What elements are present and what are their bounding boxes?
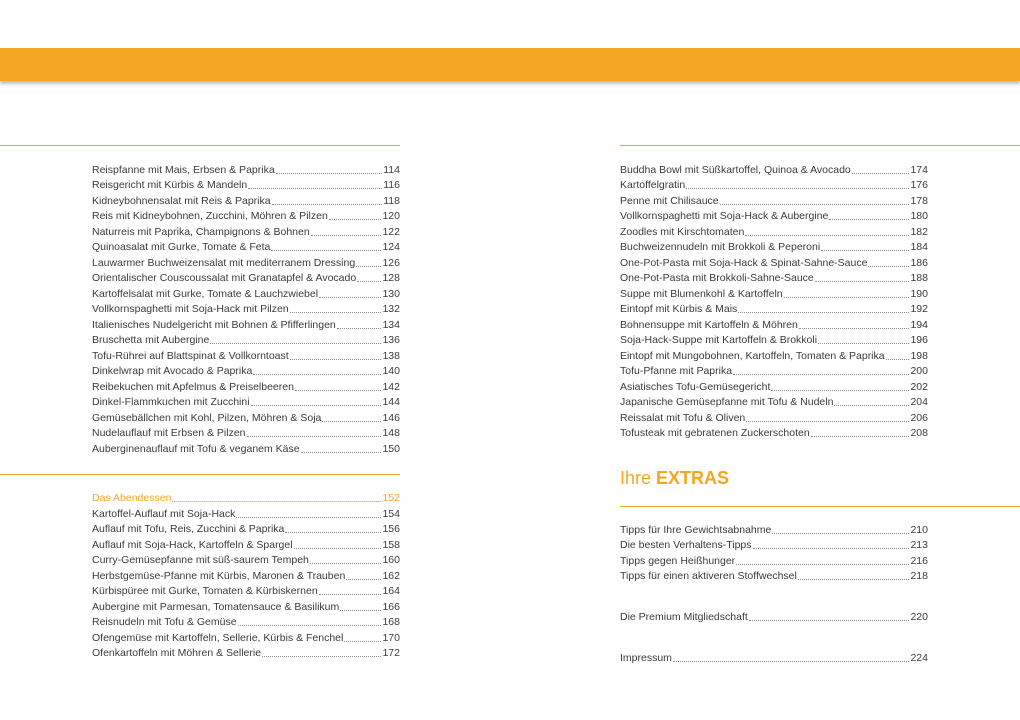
toc-entry-page: 184 <box>910 241 928 253</box>
toc-dot-leader <box>673 660 910 662</box>
toc-entry-page: 216 <box>910 554 928 567</box>
toc-entry <box>92 645 400 661</box>
toc-entry-page: 210 <box>910 523 928 536</box>
toc-entry <box>620 332 928 348</box>
toc-entry-title: One-Pot-Pasta mit Brokkoli-Sahne-Sauce <box>620 272 814 284</box>
toc-entry-title: Naturreis mit Paprika, Champignons & Bohnen <box>92 225 310 238</box>
toc-entry-page: 172 <box>382 647 400 659</box>
toc-entry-page: 150 <box>382 442 400 455</box>
header-band <box>0 48 1020 81</box>
toc-entry <box>620 285 928 301</box>
toc-entry-page: 134 <box>382 318 400 331</box>
toc-entry-title: Orientalischer Couscoussalat mit Granatapfel & Avocado <box>92 272 357 284</box>
toc-dot-leader <box>886 358 910 360</box>
toc-entry-page: 126 <box>382 256 400 269</box>
toc-entry <box>92 192 400 208</box>
toc-entry-title: Reisnudeln mit Tofu & Gemüse <box>92 616 237 628</box>
toc-dot-leader <box>340 609 381 611</box>
toc-entry <box>92 614 400 630</box>
toc-entry-title: Tipps gegen Heißhunger <box>620 554 736 567</box>
toc-entry-page: 164 <box>382 585 400 597</box>
toc-entry <box>92 629 400 645</box>
toc-dot-leader <box>253 373 381 375</box>
toc-entry-page: 208 <box>910 427 928 439</box>
toc-entry-page: 128 <box>382 272 400 284</box>
toc-entry <box>620 425 928 441</box>
toc-dot-leader <box>172 500 381 502</box>
toc-entry-page: 130 <box>382 287 400 300</box>
toc-entry-page: 114 <box>383 163 400 176</box>
toc-dot-leader <box>749 619 910 621</box>
toc-entry-page: 132 <box>382 303 400 315</box>
toc-entry-title: Kartoffelgratin <box>620 179 686 191</box>
toc-entry-page: 152 <box>382 491 400 504</box>
toc-entry-page: 198 <box>910 349 928 362</box>
toc-dot-leader <box>686 187 909 189</box>
toc-entry <box>92 598 400 614</box>
toc-entry-title: Buchweizennudeln mit Brokkoli & Peperoni <box>620 241 821 253</box>
toc-entry-title: Auflauf mit Soja-Hack, Kartoffeln & Spargel <box>92 538 293 551</box>
toc-dot-leader <box>799 327 910 329</box>
toc-dot-leader <box>356 265 381 267</box>
toc-entry <box>92 239 400 255</box>
toc-entry <box>620 239 928 255</box>
toc-entry-page: 124 <box>382 241 400 253</box>
toc-entry <box>620 521 928 537</box>
toc-dot-leader <box>290 311 382 313</box>
toc-entry <box>92 332 400 348</box>
toc-dot-leader <box>322 420 381 422</box>
toc-entry <box>92 567 400 583</box>
toc-entry-title: Aubergine mit Parmesan, Tomatensauce & Basilikum <box>92 600 340 613</box>
toc-entry <box>92 285 400 301</box>
toc-entry-title: Asiatisches Tofu-Gemüsegericht <box>620 380 771 393</box>
toc-entry <box>92 425 400 441</box>
toc-entry-title: Penne mit Chilisauce <box>620 194 719 207</box>
toc-entry <box>620 409 928 425</box>
toc-dot-leader <box>815 280 910 282</box>
toc-entry <box>620 649 928 665</box>
toc-dot-leader <box>319 296 381 298</box>
toc-entry-title: Bruschetta mit Aubergine <box>92 334 210 346</box>
toc-entry <box>92 208 400 224</box>
toc-entry <box>620 347 928 363</box>
toc-entry <box>92 363 400 379</box>
toc-entry-page: 196 <box>910 334 928 346</box>
toc-dot-leader <box>290 358 382 360</box>
toc-entry-title: Reissalat mit Tofu & Oliven <box>620 411 746 424</box>
toc-list-left-2 <box>92 505 400 660</box>
toc-dot-leader <box>821 249 909 251</box>
toc-dot-leader <box>247 435 382 437</box>
toc-list-extras <box>620 521 928 583</box>
left-top-rule <box>0 145 400 146</box>
toc-entry-title: Ofengemüse mit Kartoffeln, Sellerie, Kürbis & Fenchel <box>92 631 344 644</box>
toc-entry-title: Buddha Bowl mit Süßkartoffel, Quinoa & Avocado <box>620 163 851 176</box>
toc-dot-leader <box>818 342 909 344</box>
toc-entry <box>92 489 400 505</box>
toc-entry-title: Reis mit Kidneybohnen, Zucchini, Möhren & Pilzen <box>92 210 328 222</box>
toc-dot-leader <box>337 327 382 329</box>
toc-entry-page: 144 <box>382 396 400 408</box>
toc-dot-leader <box>868 265 909 267</box>
toc-dot-leader <box>276 172 383 174</box>
toc-dot-leader <box>294 547 382 549</box>
toc-entry-page: 174 <box>910 163 928 176</box>
toc-entry-page: 188 <box>910 272 928 284</box>
toc-entry-page: 180 <box>910 210 928 222</box>
toc-entry-page: 170 <box>382 631 400 644</box>
toc-entry <box>620 177 928 193</box>
toc-entry <box>620 608 928 624</box>
toc-dot-leader <box>295 389 382 391</box>
toc-entry-title: Japanische Gemüsepfanne mit Tofu & Nudeln <box>620 396 834 408</box>
toc-dot-leader <box>319 593 382 595</box>
toc-entry-title: Impressum <box>620 651 672 664</box>
toc-entry-page: 178 <box>910 194 928 207</box>
toc-entry-page: 218 <box>910 570 928 582</box>
toc-dot-leader <box>248 187 382 189</box>
toc-entry-page: 140 <box>382 365 400 377</box>
toc-entry <box>620 537 928 553</box>
toc-entry-title: Zoodles mit Kirschtomaten <box>620 225 745 238</box>
toc-entry-page: 176 <box>910 179 928 191</box>
toc-entry-page: 148 <box>382 427 400 439</box>
toc-entry-title: Tofu-Rührei auf Blattspinat & Vollkorntoast <box>92 349 289 362</box>
toc-dot-leader <box>357 280 381 282</box>
toc-dot-leader <box>346 578 381 580</box>
toc-entry <box>620 161 928 177</box>
toc-entry-page: 146 <box>382 411 400 424</box>
toc-entry-title: Vollkornspaghetti mit Soja-Hack mit Pilzen <box>92 303 289 315</box>
toc-entry-page: 192 <box>910 303 928 315</box>
toc-entry-title: Bohnensuppe mit Kartoffeln & Möhren <box>620 318 798 331</box>
toc-entry <box>620 568 928 584</box>
toc-dot-leader <box>251 404 382 406</box>
toc-dot-leader <box>852 172 910 174</box>
toc-entry-title: Kartoffel-Auflauf mit Soja-Hack <box>92 507 236 520</box>
toc-entry-title: Reispfanne mit Mais, Erbsen & Paprika <box>92 163 275 176</box>
toc-dot-leader <box>736 563 909 565</box>
toc-entry <box>620 363 928 379</box>
toc-entry-page: 204 <box>910 396 928 408</box>
toc-entry-title: Dinkel-Flammkuchen mit Zucchini <box>92 396 250 408</box>
toc-entry <box>92 378 400 394</box>
toc-entry-page: 158 <box>382 538 400 551</box>
toc-entry <box>92 583 400 599</box>
toc-entry <box>92 440 400 456</box>
toc-entry <box>620 208 928 224</box>
toc-entry-page: 138 <box>382 349 400 362</box>
toc-dot-leader <box>746 420 909 422</box>
toc-entry-page: 182 <box>910 225 928 238</box>
toc-entry-title: Curry-Gemüsepfanne mit süß-saurem Tempeh <box>92 554 309 566</box>
toc-entry <box>92 223 400 239</box>
toc-entry-title: Das Abendessen <box>92 491 172 504</box>
toc-dot-leader <box>784 296 910 298</box>
toc-entry-title: Suppe mit Blumenkohl & Kartoffeln <box>620 287 783 300</box>
toc-dot-leader <box>811 435 910 437</box>
toc-dot-leader <box>285 531 381 533</box>
extras-heading-light: Ihre <box>620 468 652 488</box>
toc-dot-leader <box>301 451 382 453</box>
left-middle-rule <box>0 474 400 475</box>
toc-entry <box>92 409 400 425</box>
toc-entry-page: 194 <box>910 318 928 331</box>
toc-dot-leader <box>311 234 382 236</box>
toc-entry-title: Reisgericht mit Kürbis & Mandeln <box>92 179 248 191</box>
toc-section-abendessen <box>92 489 400 505</box>
toc-entry-title: Eintopf mit Mungobohnen, Kartoffeln, Tomaten & Paprika <box>620 349 885 362</box>
toc-entry-title: Reibekuchen mit Apfelmus & Preiselbeeren <box>92 380 294 393</box>
toc-entry-title: Die Premium Mitgliedschaft <box>620 610 748 623</box>
toc-entry <box>620 254 928 270</box>
toc-entry-page: 118 <box>383 194 400 207</box>
extras-heading <box>620 468 729 489</box>
extras-rule <box>620 506 1020 507</box>
toc-entry-title: Auberginenauflauf mit Tofu & veganem Käse <box>92 442 300 455</box>
toc-list-left-1 <box>92 161 400 456</box>
toc-entry-title: Eintopf mit Kürbis & Mais <box>620 303 738 315</box>
toc-dot-leader <box>310 562 382 564</box>
toc-entry <box>92 347 400 363</box>
toc-entry <box>92 161 400 177</box>
toc-entry-page: 186 <box>910 256 928 269</box>
toc-entry-title: Nudelauflauf mit Erbsen & Pilzen <box>92 427 246 439</box>
toc-entry-title: Lauwarmer Buchweizensalat mit mediterranem Dressing <box>92 256 356 269</box>
toc-entry-page: 156 <box>382 523 400 535</box>
toc-entry-title: Italienisches Nudelgericht mit Bohnen & Pfifferlingen <box>92 318 336 331</box>
toc-entry <box>620 223 928 239</box>
extras-heading-bold: EXTRAS <box>656 468 730 488</box>
toc-dot-leader <box>720 203 910 205</box>
toc-dot-leader <box>271 249 381 251</box>
toc-entry <box>620 394 928 410</box>
toc-entry-title: Quinoasalat mit Gurke, Tomate & Feta <box>92 241 271 253</box>
toc-entry <box>92 301 400 317</box>
toc-dot-leader <box>236 516 381 518</box>
toc-dot-leader <box>798 578 910 580</box>
toc-dot-leader <box>344 640 381 642</box>
toc-dot-leader <box>272 203 383 205</box>
toc-entry <box>620 270 928 286</box>
toc-entry-page: 206 <box>910 411 928 424</box>
toc-entry <box>92 552 400 568</box>
toc-entry-page: 122 <box>382 225 400 238</box>
toc-entry-title: Kidneybohnensalat mit Reis & Paprika <box>92 194 271 207</box>
toc-entry-title: Soja-Hack-Suppe mit Kartoffeln & Brokkoli <box>620 334 818 346</box>
toc-entry-page: 190 <box>910 287 928 300</box>
toc-dot-leader <box>238 624 382 626</box>
toc-entry <box>92 270 400 286</box>
toc-entry-title: Die besten Verhaltens-Tipps <box>620 539 752 551</box>
toc-entry-title: Tipps für Ihre Gewichtsabnahme <box>620 523 772 536</box>
toc-entry-page: 154 <box>382 507 400 520</box>
toc-entry <box>92 505 400 521</box>
toc-dot-leader <box>834 404 909 406</box>
toc-entry-page: 120 <box>382 210 400 222</box>
toc-entry-title: Tofu-Pfanne mit Paprika <box>620 365 733 377</box>
toc-entry <box>92 316 400 332</box>
toc-entry <box>620 301 928 317</box>
toc-entry-title: Vollkornspaghetti mit Soja-Hack & Aubergine <box>620 210 829 222</box>
toc-premium <box>620 608 928 624</box>
toc-entry <box>92 536 400 552</box>
toc-dot-leader <box>745 234 909 236</box>
toc-entry <box>620 552 928 568</box>
toc-entry <box>92 521 400 537</box>
toc-list-right-1 <box>620 161 928 440</box>
toc-dot-leader <box>210 342 381 344</box>
toc-entry-title: Auflauf mit Tofu, Reis, Zucchini & Paprika <box>92 523 285 535</box>
toc-entry <box>92 254 400 270</box>
toc-entry-page: 213 <box>910 539 928 551</box>
toc-entry-page: 142 <box>382 380 400 393</box>
toc-entry-title: Gemüsebällchen mit Kohl, Pilzen, Möhren & Soja <box>92 411 322 424</box>
toc-entry-title: Herbstgemüse-Pfanne mit Kürbis, Maronen & Trauben <box>92 569 346 582</box>
toc-entry-title: One-Pot-Pasta mit Soja-Hack & Spinat-Sahne-Sauce <box>620 256 868 269</box>
toc-dot-leader <box>329 218 382 220</box>
toc-dot-leader <box>262 655 381 657</box>
toc-entry-title: Kürbispüree mit Gurke, Tomaten & Kürbiskernen <box>92 585 318 597</box>
toc-dot-leader <box>733 373 909 375</box>
toc-entry-page: 160 <box>382 554 400 566</box>
toc-entry-title: Tofusteak mit gebratenen Zuckerschoten <box>620 427 810 439</box>
toc-entry-title: Kartoffelsalat mit Gurke, Tomate & Lauchzwiebel <box>92 287 319 300</box>
toc-dot-leader <box>753 547 910 549</box>
toc-entry-page: 136 <box>382 334 400 346</box>
toc-dot-leader <box>771 389 909 391</box>
toc-impressum <box>620 649 928 665</box>
toc-entry <box>92 394 400 410</box>
toc-dot-leader <box>738 311 909 313</box>
toc-entry <box>92 177 400 193</box>
toc-dot-leader <box>772 532 909 534</box>
toc-entry-page: 220 <box>910 610 928 623</box>
toc-entry-title: Tipps für einen aktiveren Stoffwechsel <box>620 570 797 582</box>
toc-entry <box>620 316 928 332</box>
toc-entry-page: 162 <box>382 569 400 582</box>
toc-entry-page: 168 <box>382 616 400 628</box>
toc-entry-page: 200 <box>910 365 928 377</box>
right-top-rule <box>620 145 1020 146</box>
toc-entry-page: 224 <box>910 651 928 664</box>
toc-entry <box>620 378 928 394</box>
toc-entry-page: 116 <box>383 179 400 191</box>
toc-entry <box>620 192 928 208</box>
toc-entry-title: Ofenkartoffeln mit Möhren & Sellerie <box>92 647 262 659</box>
toc-dot-leader <box>829 218 909 220</box>
toc-entry-page: 202 <box>910 380 928 393</box>
toc-entry-page: 166 <box>382 600 400 613</box>
toc-entry-title: Dinkelwrap mit Avocado & Paprika <box>92 365 253 377</box>
